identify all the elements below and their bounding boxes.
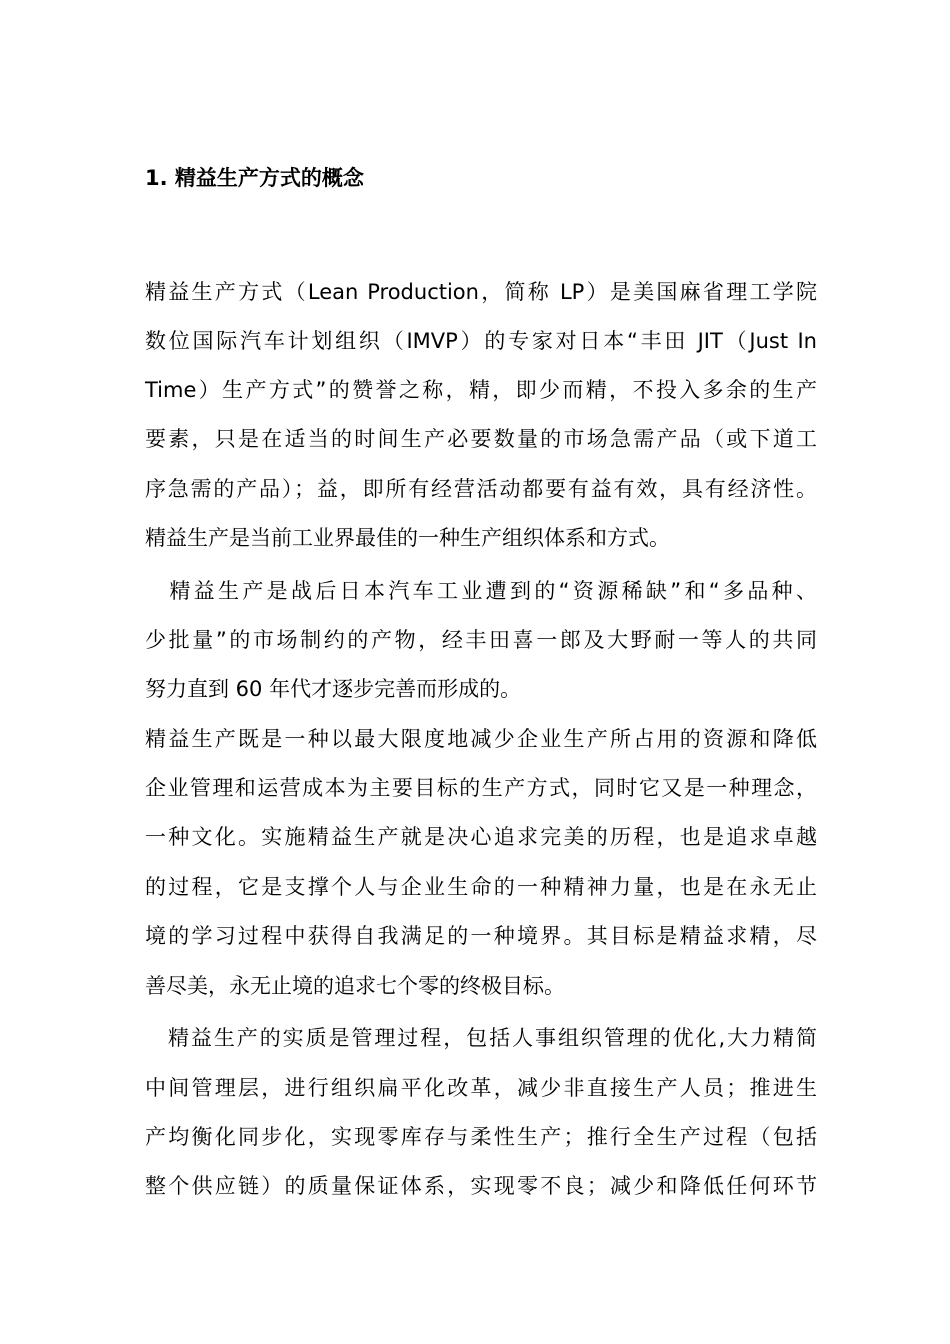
body-text-line: 精益生产既是一种以最大限度地减少企业生产所占用的资源和降低	[145, 727, 817, 751]
body-text-line: 企业管理和运营成本为主要目标的生产方式，同时它又是一种理念，	[145, 776, 817, 800]
body-text-line: 精益生产是战后日本汽车工业遭到的“资源稀缺”和“多品种、	[145, 579, 817, 603]
body-text-line: 精益生产的实质是管理过程，包括人事组织管理的优化,大力精简	[145, 1026, 817, 1050]
body-text-line: 精益生产方式（Lean Production，简称 LP）是美国麻省理工学院	[145, 280, 817, 304]
body-text-line: 少批量”的市场制约的产物，经丰田喜一郎及大野耐一等人的共同	[145, 628, 817, 652]
body-text-line: 产均衡化同步化，实现零库存与柔性生产；推行全生产过程（包括	[145, 1125, 817, 1149]
body-text-line: 序急需的产品）；益，即所有经营活动都要有益有效，具有经济性。	[145, 477, 817, 501]
body-text-line: Time）生产方式”的赞誉之称，精，即少而精，不投入多余的生产	[145, 378, 817, 402]
body-text-line: 要素，只是在适当的时间生产必要数量的市场急需产品（或下道工	[145, 427, 817, 451]
body-text-line: 善尽美，永无止境的追求七个零的终极目标。	[145, 974, 565, 998]
body-text-line: 精益生产是当前工业界最佳的一种生产组织体系和方式。	[145, 526, 670, 550]
body-text-line: 境的学习过程中获得自我满足的一种境界。其目标是精益求精，尽	[145, 924, 817, 948]
body-text-line: 的过程，它是支撑个人与企业生命的一种精神力量，也是在永无止	[145, 875, 817, 899]
body-text-line: 整个供应链）的质量保证体系，实现零不良；减少和降低任何环节	[145, 1174, 817, 1198]
body-text-line: 中间管理层，进行组织扁平化改革，减少非直接生产人员；推进生	[145, 1076, 817, 1100]
section-heading: 1. 精益生产方式的概念	[145, 166, 364, 190]
body-text-line: 数位国际汽车计划组织（IMVP）的专家对日本“丰田 JIT（Just In	[145, 329, 817, 353]
body-text-line: 努力直到 60 年代才逐步完善而形成的。	[145, 677, 522, 701]
body-text-line: 一种文化。实施精益生产就是决心追求完美的历程，也是追求卓越	[145, 825, 817, 849]
